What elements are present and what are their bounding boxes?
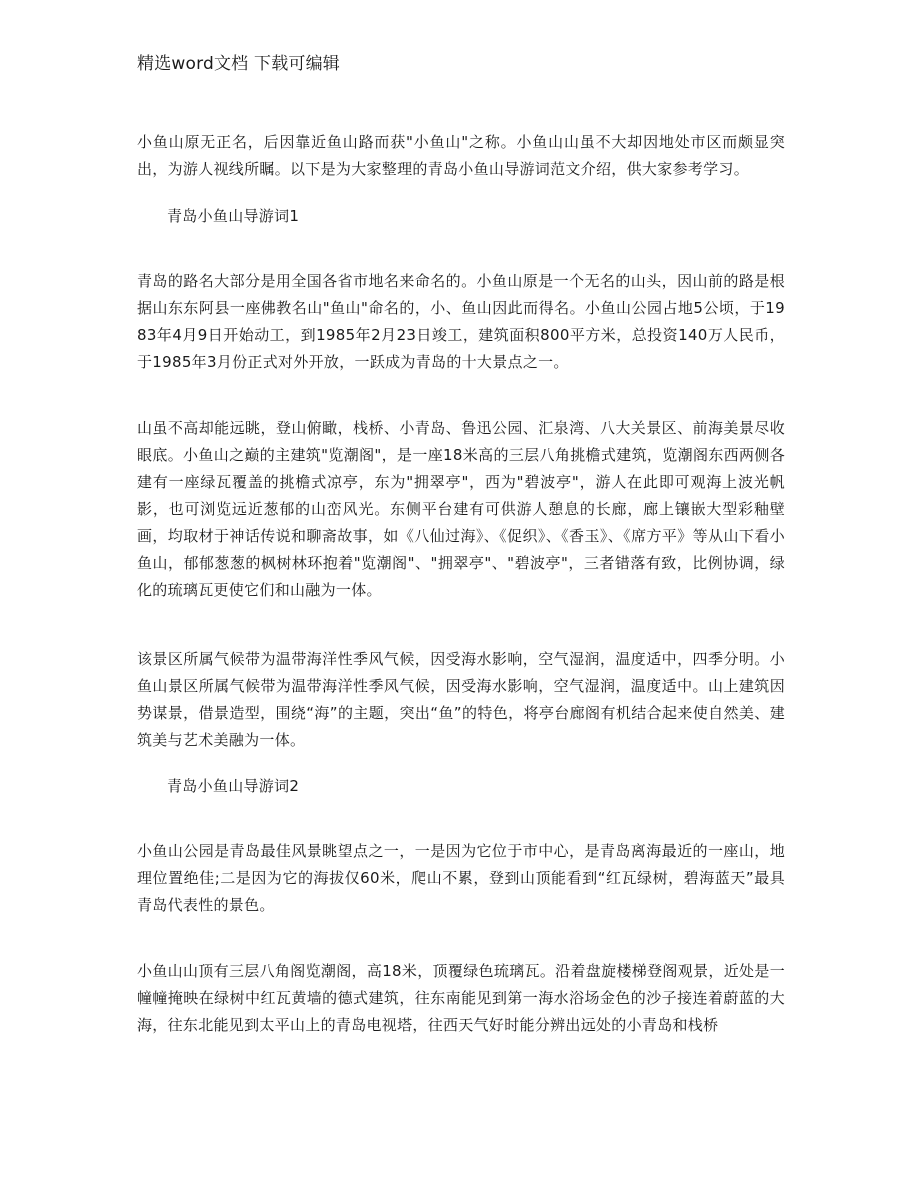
intro-paragraph: 小鱼山原无正名，后因靠近鱼山路而获"小鱼山"之称。小鱼山山虽不大却因地处市区而颇显突出，为游人视线所瞩。以下是为大家整理的青岛小鱼山导游词范文介绍，供大家参考学习。 (137, 133, 785, 178)
section1-paragraph-3: 该景区所属气候带为温带海洋性季风气候，因受海水影响，空气湿润，温度适中，四季分明。小鱼山景区所属气候带为温带海洋性季风气候，因受海水影响，空气湿润，温度适中。山上建筑因势谋景，借景造型，围绕“海”的主题，突出“鱼”的特色，将亭台廊阁有机结合起来使自然美、建筑美与艺术美融为一体。 (137, 650, 785, 749)
document-header: 精选word文档 下载可编辑 (137, 54, 340, 74)
section1-title: 青岛小鱼山导游词1 (167, 207, 300, 225)
section2-title: 青岛小鱼山导游词2 (167, 777, 300, 795)
section1-paragraph-1: 青岛的路名大部分是用全国各省市地名来命名的。小鱼山原是一个无名的山头，因山前的路是根据山东东阿县一座佛教名山"鱼山"命名的，小、鱼山因此而得名。小鱼山公园占地5公顷，于1983年4月9日开始动工，到1985年2月23日竣工，建筑面积800平方米，总投资140万人民币，于1985年3月份正式对外开放，一跃成为青岛的十大景点之一。 (137, 272, 785, 371)
section2-paragraph-1: 小鱼山公园是青岛最佳风景眺望点之一，一是因为它位于市中心，是青岛离海最近的一座山，地理位置绝佳;二是因为它的海拔仅60米，爬山不累，登到山顶能看到“红瓦绿树，碧海蓝天”最具青岛代表性的景色。 (137, 842, 785, 914)
section2-paragraph-2: 小鱼山山顶有三层八角阁览潮阁，高18米，顶覆绿色琉璃瓦。沿着盘旋楼梯登阁观景，近处是一幢幢掩映在绿树中红瓦黄墙的德式建筑，往东南能见到第一海水浴场金色的沙子接连着蔚蓝的大海，往东北能见到太平山上的青岛电视塔，往西天气好时能分辨出远处的小青岛和栈桥 (137, 962, 785, 1034)
section1-paragraph-2: 山虽不高却能远眺，登山俯瞰，栈桥、小青岛、鲁迅公园、汇泉湾、八大关景区、前海美景尽收眼底。小鱼山之巅的主建筑"览潮阁"，是一座18米高的三层八角挑檐式建筑，览潮阁东西两侧各建有一座绿瓦覆盖的挑檐式凉亭，东为"拥翠亭"，西为"碧波亭"，游人在此即可观海上波光帆影，也可浏览远近葱郁的山峦风光。东侧平台建有可供游人憩息的长廊，廊上镶嵌大型彩釉壁画，均取材于神话传说和聊斋故事，如《八仙过海》、《促织》、《香玉》、《席方平》等从山下看小鱼山，郁郁葱葱的枫树林环抱着"览潮阁"、"拥翠亭"、"碧波亭"，三者错落有致，比例协调，绿化的琉璃瓦更使它们和山融为一体。 (137, 419, 785, 599)
